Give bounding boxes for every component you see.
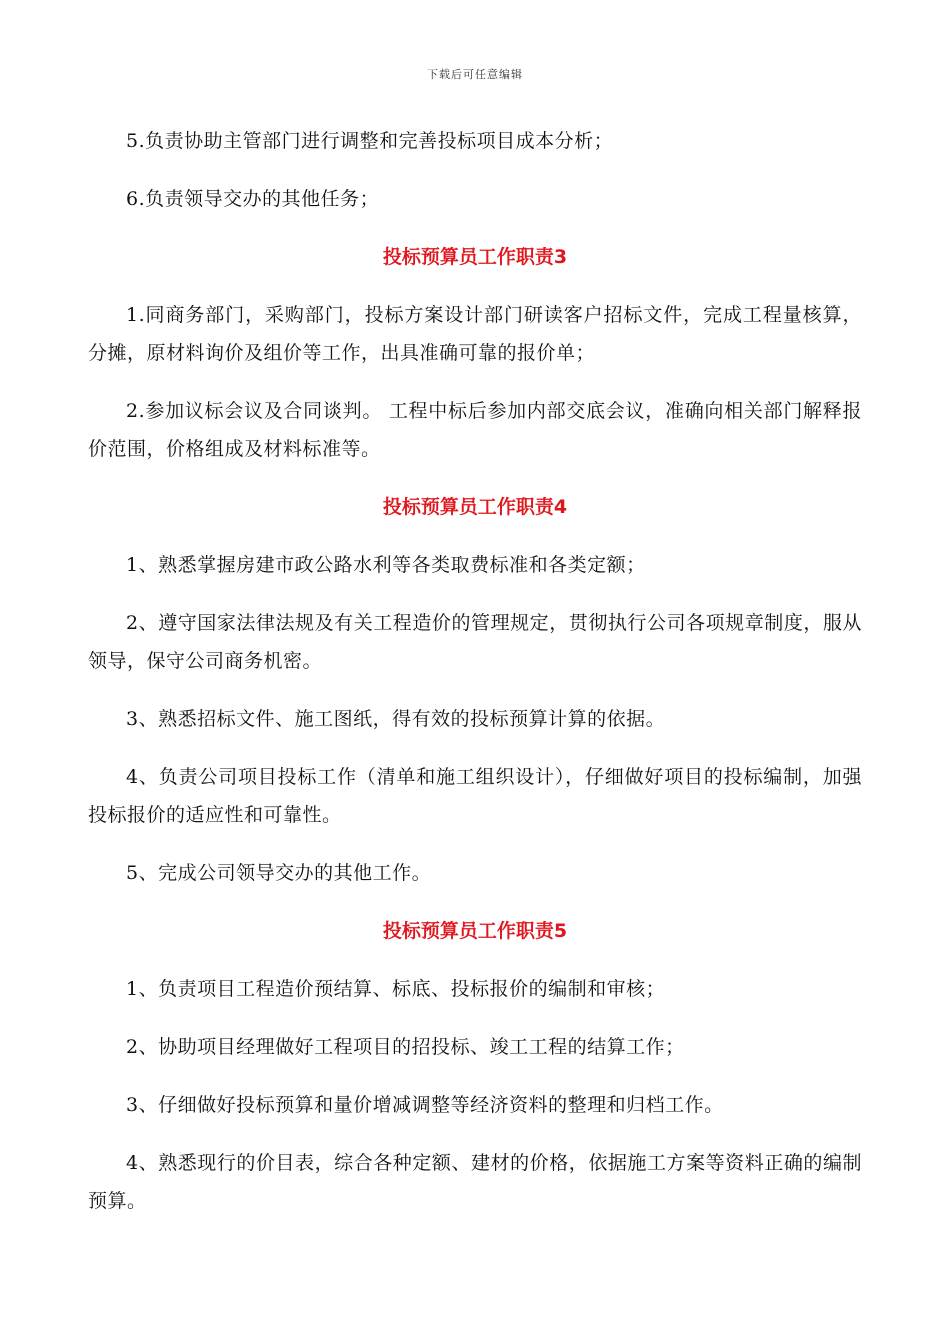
paragraph-s4-item-1: 1、熟悉掌握房建市政公路水利等各类取费标准和各类定额； [126,554,646,576]
paragraph-s4-item-3: 3、熟悉招标文件、施工图纸，得有效的投标预算计算的依据。 [126,708,666,730]
section-heading-4: 投标预算员工作职责4 [382,496,568,518]
paragraph-s4-item-5: 5、完成公司领导交办的其他工作。 [126,862,432,884]
paragraph-s5-item-3: 3、仔细做好投标预算和量价增减调整等经济资料的整理和归档工作。 [126,1094,724,1116]
paragraph-s5-item-1: 1、负责项目工程造价预结算、标底、投标报价的编制和审核； [126,978,666,1000]
header-watermark: 下载后可任意编辑 [427,68,523,81]
paragraph-s4-item-4: 4、负责公司项目投标工作（清单和施工组织设计），仔细做好项目的投标编制，加强投标报价的适应性和可靠性。 [88,766,862,826]
paragraph-s3-item-1: 1.同商务部门，采购部门，投标方案设计部门研读客户招标文件，完成工程量核算，分摊，原材料询价及组价等工作，出具准确可靠的报价单； [88,304,862,364]
paragraph-s3-item-2: 2.参加议标会议及合同谈判。 工程中标后参加内部交底会议，准确向相关部门解释报价范围，价格组成及材料标准等。 [88,400,862,460]
section-heading-5: 投标预算员工作职责5 [382,920,568,942]
paragraph-s4-item-2: 2、遵守国家法律法规及有关工程造价的管理规定，贯彻执行公司各项规章制度，服从领导，保守公司商务机密。 [88,612,862,672]
section-heading-3: 投标预算员工作职责3 [382,246,568,268]
paragraph-s5-item-4: 4、熟悉现行的价目表，综合各种定额、建材的价格，依据施工方案等资料正确的编制预算。 [88,1152,862,1212]
document-body [88,122,862,1240]
paragraph-s5-item-2: 2、协助项目经理做好工程项目的招投标、竣工工程的结算工作； [126,1036,685,1058]
paragraph-duty-6: 6.负责领导交办的其他任务； [126,188,380,210]
paragraph-duty-5: 5.负责协助主管部门进行调整和完善投标项目成本分析； [126,130,614,152]
